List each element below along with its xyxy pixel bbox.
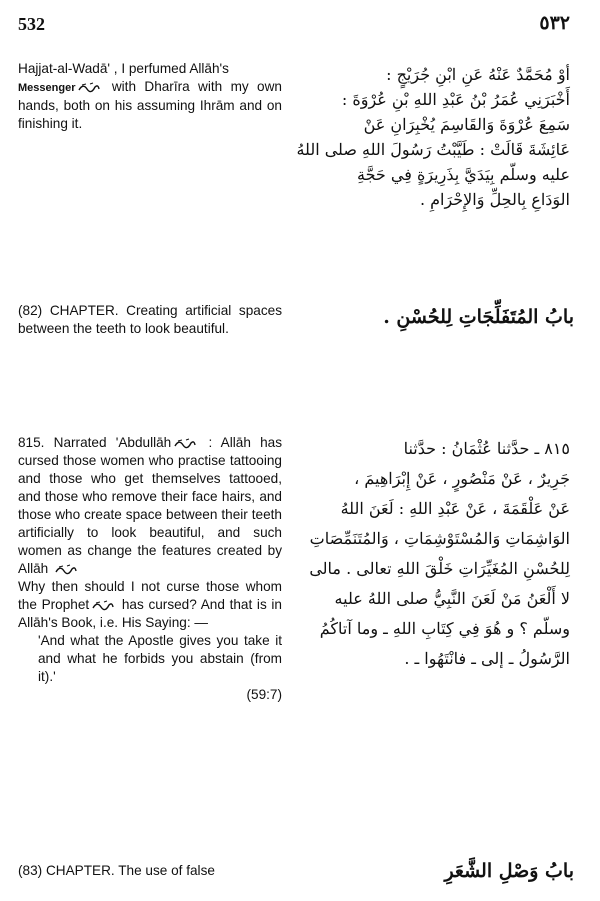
ar-line: سَمِعَ عُرْوَةَ وَالقَاسِمَ يُخْبِرَانِ عَنْ [363,115,570,134]
hadith-815-ar [292,434,570,674]
hadith-continued-en-line: Hajjat-al-Wadā' , I perfumed Allāh's Messenger with Dharīra with my own hands, both on his assuming Ihrām and on finishing it. [18,61,282,131]
page-number-ar: ٥٣٢ [539,12,570,34]
chapter-82-heading-en: (82) CHAPTER. Creating artificial spaces between the teeth to look beautiful. [18,303,282,336]
salutation-seal-icon [174,437,196,449]
ar-line: لِلحُسْنِ المُغَيِّرَاتِ خَلْقَ اللهِ تعالى . مالى [309,559,570,578]
messenger-word: Messenger [18,82,76,94]
ar-line: عَائِشَةَ قَالَتْ : طَيَّبْتُ رَسُولَ اللهِ صلى اللهُ [296,140,570,159]
chapter-83-heading-en: (83) CHAPTER. The use of false [18,863,215,878]
salutation-seal-icon [78,81,100,93]
hadith-continued-en [18,60,282,133]
ar-line: لا أَلْعَنُ مَنْ لَعَنَ النَّبِيُّ صلى اللهُ عليه [334,589,570,608]
chapter-83-heading-ar: بابُ وَصْلِ الشَّعَرِ [444,860,574,882]
chapter-82-heading-ar: بابُ المُتَفَلِّجَاتِ لِلحُسْنِ . [383,306,574,328]
hadith-continued-ar [292,62,570,212]
page-number-en: 532 [18,14,45,34]
salutation-seal-icon [92,599,114,611]
ar-line: الوَاشِمَاتِ وَالمُسْتَوْشِمَاتِ ، وَالمُتَنَمِّصَاتِ [309,529,570,548]
ar-line: عَنْ عَلْقَمَةَ ، عَنْ عَبْدِ اللهِ : لَعَنَ اللهُ [340,499,570,518]
ar-line: جَرِيرٌ ، عَنْ مَنْصُورٍ ، عَنْ إِبْرَاهِيمَ ، [354,469,570,488]
hadith-815-body: 815. Narrated 'Abdullāh : Allāh has cursed those women who practise tattooing and those who get themselves tattooed, and those who remove their face hairs, and those who create space between their teeth artificially to look beautiful, and such women as change the features created by Allāh Why then should I not curse those whom the Prophet has cursed? And that is in Allāh's Book, i.e. His Saying: — [18,435,282,630]
ar-line: عليه وسلّم بِيَدَيَّ بِذَرِيرَةٍ فِي حَجَّةِ [357,165,570,184]
ar-line: أوْ مُحَمَّدٌ عَنْهُ عَنِ ابْنِ جُرَيْجٍ : [386,65,570,84]
ar-line: وسلّم ؟ و هُوَ فِي كِتَابِ اللهِ ـ وما آتاكُمُ [319,619,570,638]
hadith-815-en [18,434,282,704]
salutation-seal-icon [55,563,77,575]
ar-line: الوَدَاعِ بِالحِلِّ وَالإِحْرَامِ . [419,190,570,209]
ar-line: ٨١٥ ـ حدَّثنا عُثْمَانُ : حدَّثنا [403,439,570,458]
quran-reference: (59:7) [246,687,282,702]
quran-reference-line [18,686,282,704]
ar-line: أَخْبَرَنِي عُمَرُ بْنُ عَبْدِ اللهِ بْنِ عُرْوَةَ : [341,90,570,109]
quran-quote: 'And what the Apostle gives you take it and what he forbids you abstain (from it).' [38,633,282,684]
ar-line: الرَّسُولُ ـ إلى ـ فانْتَهُوا ـ . [404,649,570,668]
